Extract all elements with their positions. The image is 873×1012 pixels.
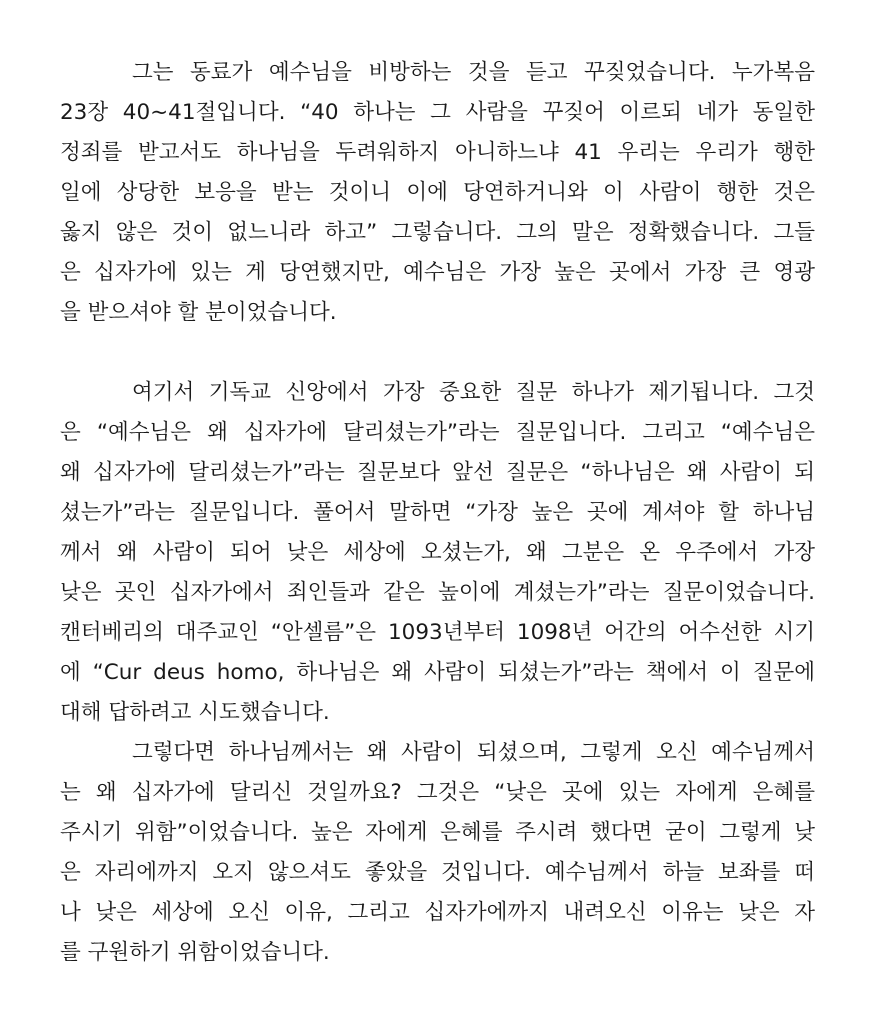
text-line: 를 구원하기 위함이었습니다.: [60, 940, 330, 965]
text-line: 께서 왜 사람이 되어 낮은 세상에 오셨는가, 왜 그분은 온 우주에서 가장: [60, 540, 815, 565]
text-line: 주시기 위함”이었습니다. 높은 자에게 은혜를 주시려 했다면 굳이 그렇게 낮: [60, 820, 815, 845]
paragraph-1: [60, 53, 815, 333]
text-line: 정죄를 받고서도 하나님을 두려워하지 아니하느냐 41 우리는 우리가 행한: [60, 140, 815, 165]
text-line: 그는 동료가 예수님을 비방하는 것을 듣고 꾸짖었습니다. 누가복음: [132, 60, 815, 85]
text-line: 일에 상당한 보응을 받는 것이니 이에 당연하거니와 이 사람이 행한 것은: [60, 180, 815, 205]
text-line: 에 “Cur deus homo, 하나님은 왜 사람이 되셨는가”라는 책에서 이 질문에: [60, 660, 815, 685]
text-line: 은 자리에까지 오지 않으셔도 좋았을 것입니다. 예수님께서 하늘 보좌를 떠: [60, 860, 815, 885]
text-line: 여기서 기독교 신앙에서 가장 중요한 질문 하나가 제기됩니다. 그것: [132, 380, 815, 405]
text-line: 옳지 않은 것이 없느니라 하고” 그렇습니다. 그의 말은 정확했습니다. 그들: [60, 220, 815, 245]
text-line: 셨는가”라는 질문입니다. 풀어서 말하면 “가장 높은 곳에 계셔야 할 하나님: [60, 500, 815, 525]
paragraph-3: [60, 733, 815, 973]
text-line: 은 십자가에 있는 게 당연했지만, 예수님은 가장 높은 곳에서 가장 큰 영광: [60, 260, 815, 285]
text-line: 23장 40~41절입니다. “40 하나는 그 사람을 꾸짖어 이르되 네가 동일한: [60, 100, 815, 125]
text-line: 왜 십자가에 달리셨는가”라는 질문보다 앞선 질문은 “하나님은 왜 사람이 되: [60, 460, 815, 485]
text-line: 나 낮은 세상에 오신 이유, 그리고 십자가에까지 내려오신 이유는 낮은 자: [60, 900, 815, 925]
paragraph-2: [60, 373, 815, 733]
text-line: 낮은 곳인 십자가에서 죄인들과 같은 높이에 계셨는가”라는 질문이었습니다.: [60, 580, 815, 605]
text-line: 그렇다면 하나님께서는 왜 사람이 되셨으며, 그렇게 오신 예수님께서: [132, 740, 815, 765]
text-line: 은 “예수님은 왜 십자가에 달리셨는가”라는 질문입니다. 그리고 “예수님은: [60, 420, 815, 445]
text-line: 을 받으셔야 할 분이었습니다.: [60, 300, 337, 325]
text-line: 캔터베리의 대주교인 “안셀름”은 1093년부터 1098년 어간의 어수선한 시기: [60, 620, 815, 645]
text-line: 대해 답하려고 시도했습니다.: [60, 700, 330, 725]
text-line: 는 왜 십자가에 달리신 것일까요? 그것은 “낮은 곳에 있는 자에게 은혜를: [60, 780, 815, 805]
